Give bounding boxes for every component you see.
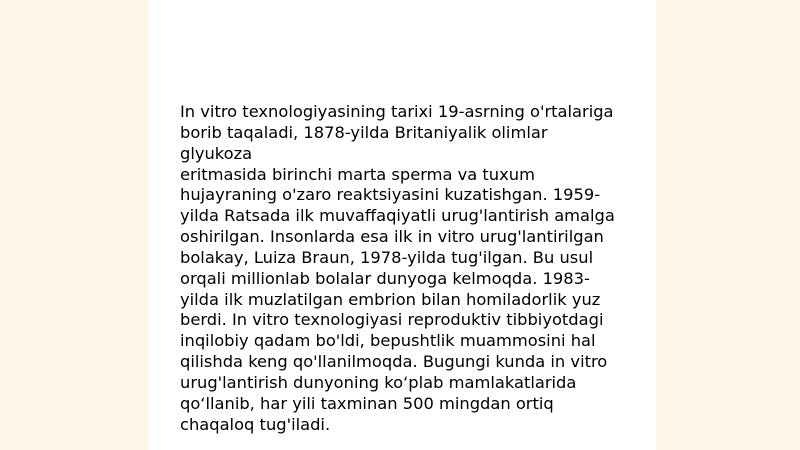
document-page	[148, 0, 656, 450]
body-paragraph: In vitro texnologiyasining tarixi 19-asrning o'rtalariga borib taqaladi, 1878-yilda Britaniyalik olimlar glyukoza eritmasida birinchi marta sperma va tuxum hujayraning o'zaro reaktsiyasini kuzatishgan. 1959- yilda Ratsada ilk muvaffaqiyatli urug'lantirish amalga oshirilgan. Insonlarda esa ilk in vitro urug'lantirilgan bolakay, Luiza Braun, 1978-yilda tug'ilgan. Bu usul orqali millionlab bolalar dunyoga kelmoqda. 1983- yilda ilk muzlatilgan embrion bilan homiladorlik yuz berdi. In vitro texnologiyasi reproduktiv tibbiyotdagi inqilobiy qadam bo'ldi, bepushtlik muammosini hal qilishda keng qo'llanilmoqda. Bugungi kunda in vitro urug'lantirish dunyoning ko‘plab mamlakatlarida qo‘llanib, har yili taxminan 500 mingdan ortiq chaqaloq tug'iladi.	[180, 102, 615, 434]
